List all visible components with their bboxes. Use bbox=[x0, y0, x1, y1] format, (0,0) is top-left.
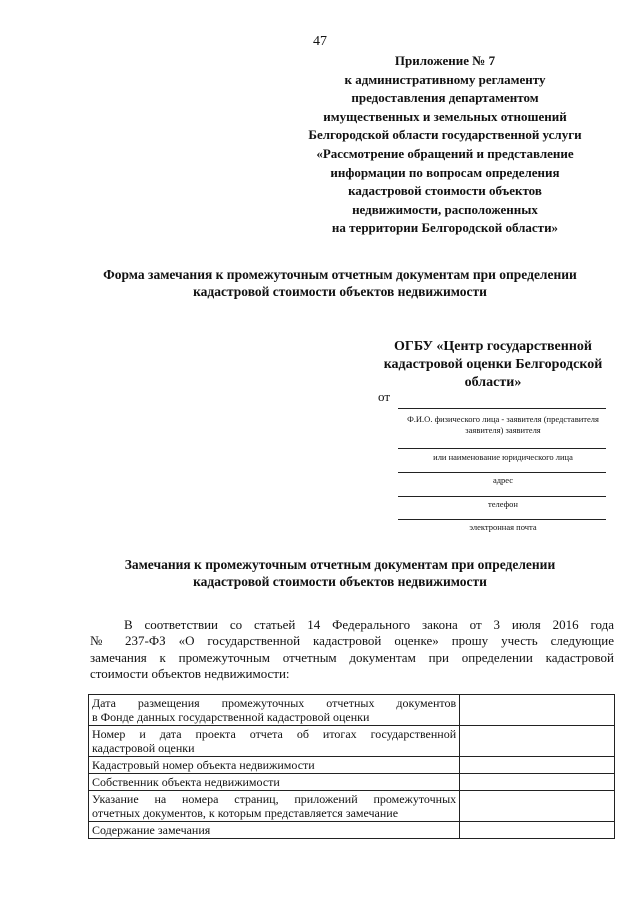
row-value[interactable] bbox=[460, 695, 615, 726]
sender-email-line bbox=[398, 519, 606, 520]
row-value[interactable] bbox=[460, 774, 615, 791]
remarks-table bbox=[88, 694, 615, 839]
appendix-line: Приложение № 7 bbox=[394, 53, 496, 68]
sender-phone-line bbox=[398, 496, 606, 497]
row-value[interactable] bbox=[460, 822, 615, 839]
row-label-line: Содержание замечания bbox=[92, 823, 211, 837]
intro-line: замечания к промежуточным отчетным документам при определении кадастровой bbox=[90, 649, 614, 665]
appendix-line: информации по вопросам определения bbox=[330, 164, 560, 180]
sender-organization-caption: или наименование юридического лица bbox=[433, 452, 573, 462]
sender-address-caption: адрес bbox=[492, 475, 514, 485]
recipient-line: кадастровой оценки Белгородской bbox=[383, 357, 603, 372]
row-label-line: Кадастровый номер объекта недвижимости bbox=[92, 758, 315, 772]
row-label-line: Дата размещения промежуточных отчетных документов bbox=[92, 696, 457, 710]
row-label-line: в Фонде данных государственной кадастровой оценки bbox=[92, 710, 370, 724]
row-label bbox=[89, 791, 460, 822]
row-label bbox=[89, 726, 460, 757]
appendix-line: имущественных и земельных отношений bbox=[323, 108, 567, 124]
form-title-line: кадастровой стоимости объектов недвижимости bbox=[193, 284, 487, 299]
remarks-title bbox=[40, 556, 640, 590]
page-number: 47 bbox=[313, 34, 327, 49]
row-label bbox=[89, 757, 460, 774]
table-row bbox=[89, 695, 615, 726]
table-row bbox=[89, 726, 615, 757]
intro-line: В соответствии со статьей 14 Федерального закона от 3 июля 2016 года bbox=[124, 617, 614, 632]
sender-name-line bbox=[398, 408, 606, 409]
appendix-line: недвижимости, расположенных bbox=[352, 201, 538, 217]
form-title-line: Форма замечания к промежуточным отчетным документам при определении bbox=[103, 267, 577, 282]
appendix-line: на территории Белгородской области» bbox=[331, 220, 559, 236]
sender-name-caption: Ф.И.О. физического лица - заявителя (представителя заявителя) заявителя bbox=[407, 414, 599, 435]
appendix-line: к административному регламенту bbox=[344, 71, 546, 87]
row-label-line: Собственник объекта недвижимости bbox=[92, 775, 280, 789]
intro-paragraph bbox=[90, 617, 614, 683]
from-label: от bbox=[378, 389, 391, 404]
recipient-line: области» bbox=[464, 375, 522, 390]
sender-phone-caption: телефон bbox=[488, 499, 518, 509]
appendix-line: предоставления департаментом bbox=[351, 90, 539, 106]
row-label bbox=[89, 695, 460, 726]
row-value[interactable] bbox=[460, 757, 615, 774]
recipient-line: ОГБУ «Центр государственной bbox=[394, 339, 592, 354]
row-label-line: Номер и дата проекта отчета об итогах государственной bbox=[92, 727, 457, 741]
row-value[interactable] bbox=[460, 726, 615, 757]
table-row bbox=[89, 757, 615, 774]
intro-line: стоимости объектов недвижимости: bbox=[90, 666, 290, 682]
remarks-title-line: Замечания к промежуточным отчетным документам при определении bbox=[124, 557, 556, 572]
table-row bbox=[89, 822, 615, 839]
row-label-line: кадастровой оценки bbox=[92, 741, 195, 755]
remarks-title-line: кадастровой стоимости объектов недвижимости bbox=[193, 574, 487, 589]
row-label bbox=[89, 822, 460, 839]
sender-organization-line bbox=[398, 448, 606, 449]
sender-email-caption: электронная почта bbox=[469, 522, 537, 532]
intro-line: № 237-ФЗ «О государственной кадастровой оценке» прошу учесть следующие bbox=[90, 633, 614, 649]
recipient-block bbox=[378, 338, 608, 392]
table-row bbox=[89, 791, 615, 822]
row-label bbox=[89, 774, 460, 791]
sender-address-line bbox=[398, 472, 606, 473]
table-row bbox=[89, 774, 615, 791]
appendix-line: кадастровой стоимости объектов bbox=[348, 183, 542, 199]
row-label-line: Указание на номера страниц, приложений промежуточных bbox=[92, 792, 457, 806]
form-title bbox=[40, 266, 640, 300]
appendix-header bbox=[300, 52, 590, 238]
appendix-line: Белгородской области государственной услуги bbox=[308, 127, 582, 143]
row-label-line: отчетных документов, к которым представляется замечание bbox=[92, 806, 399, 820]
appendix-line: «Рассмотрение обращений и представление bbox=[316, 145, 574, 161]
row-value[interactable] bbox=[460, 791, 615, 822]
